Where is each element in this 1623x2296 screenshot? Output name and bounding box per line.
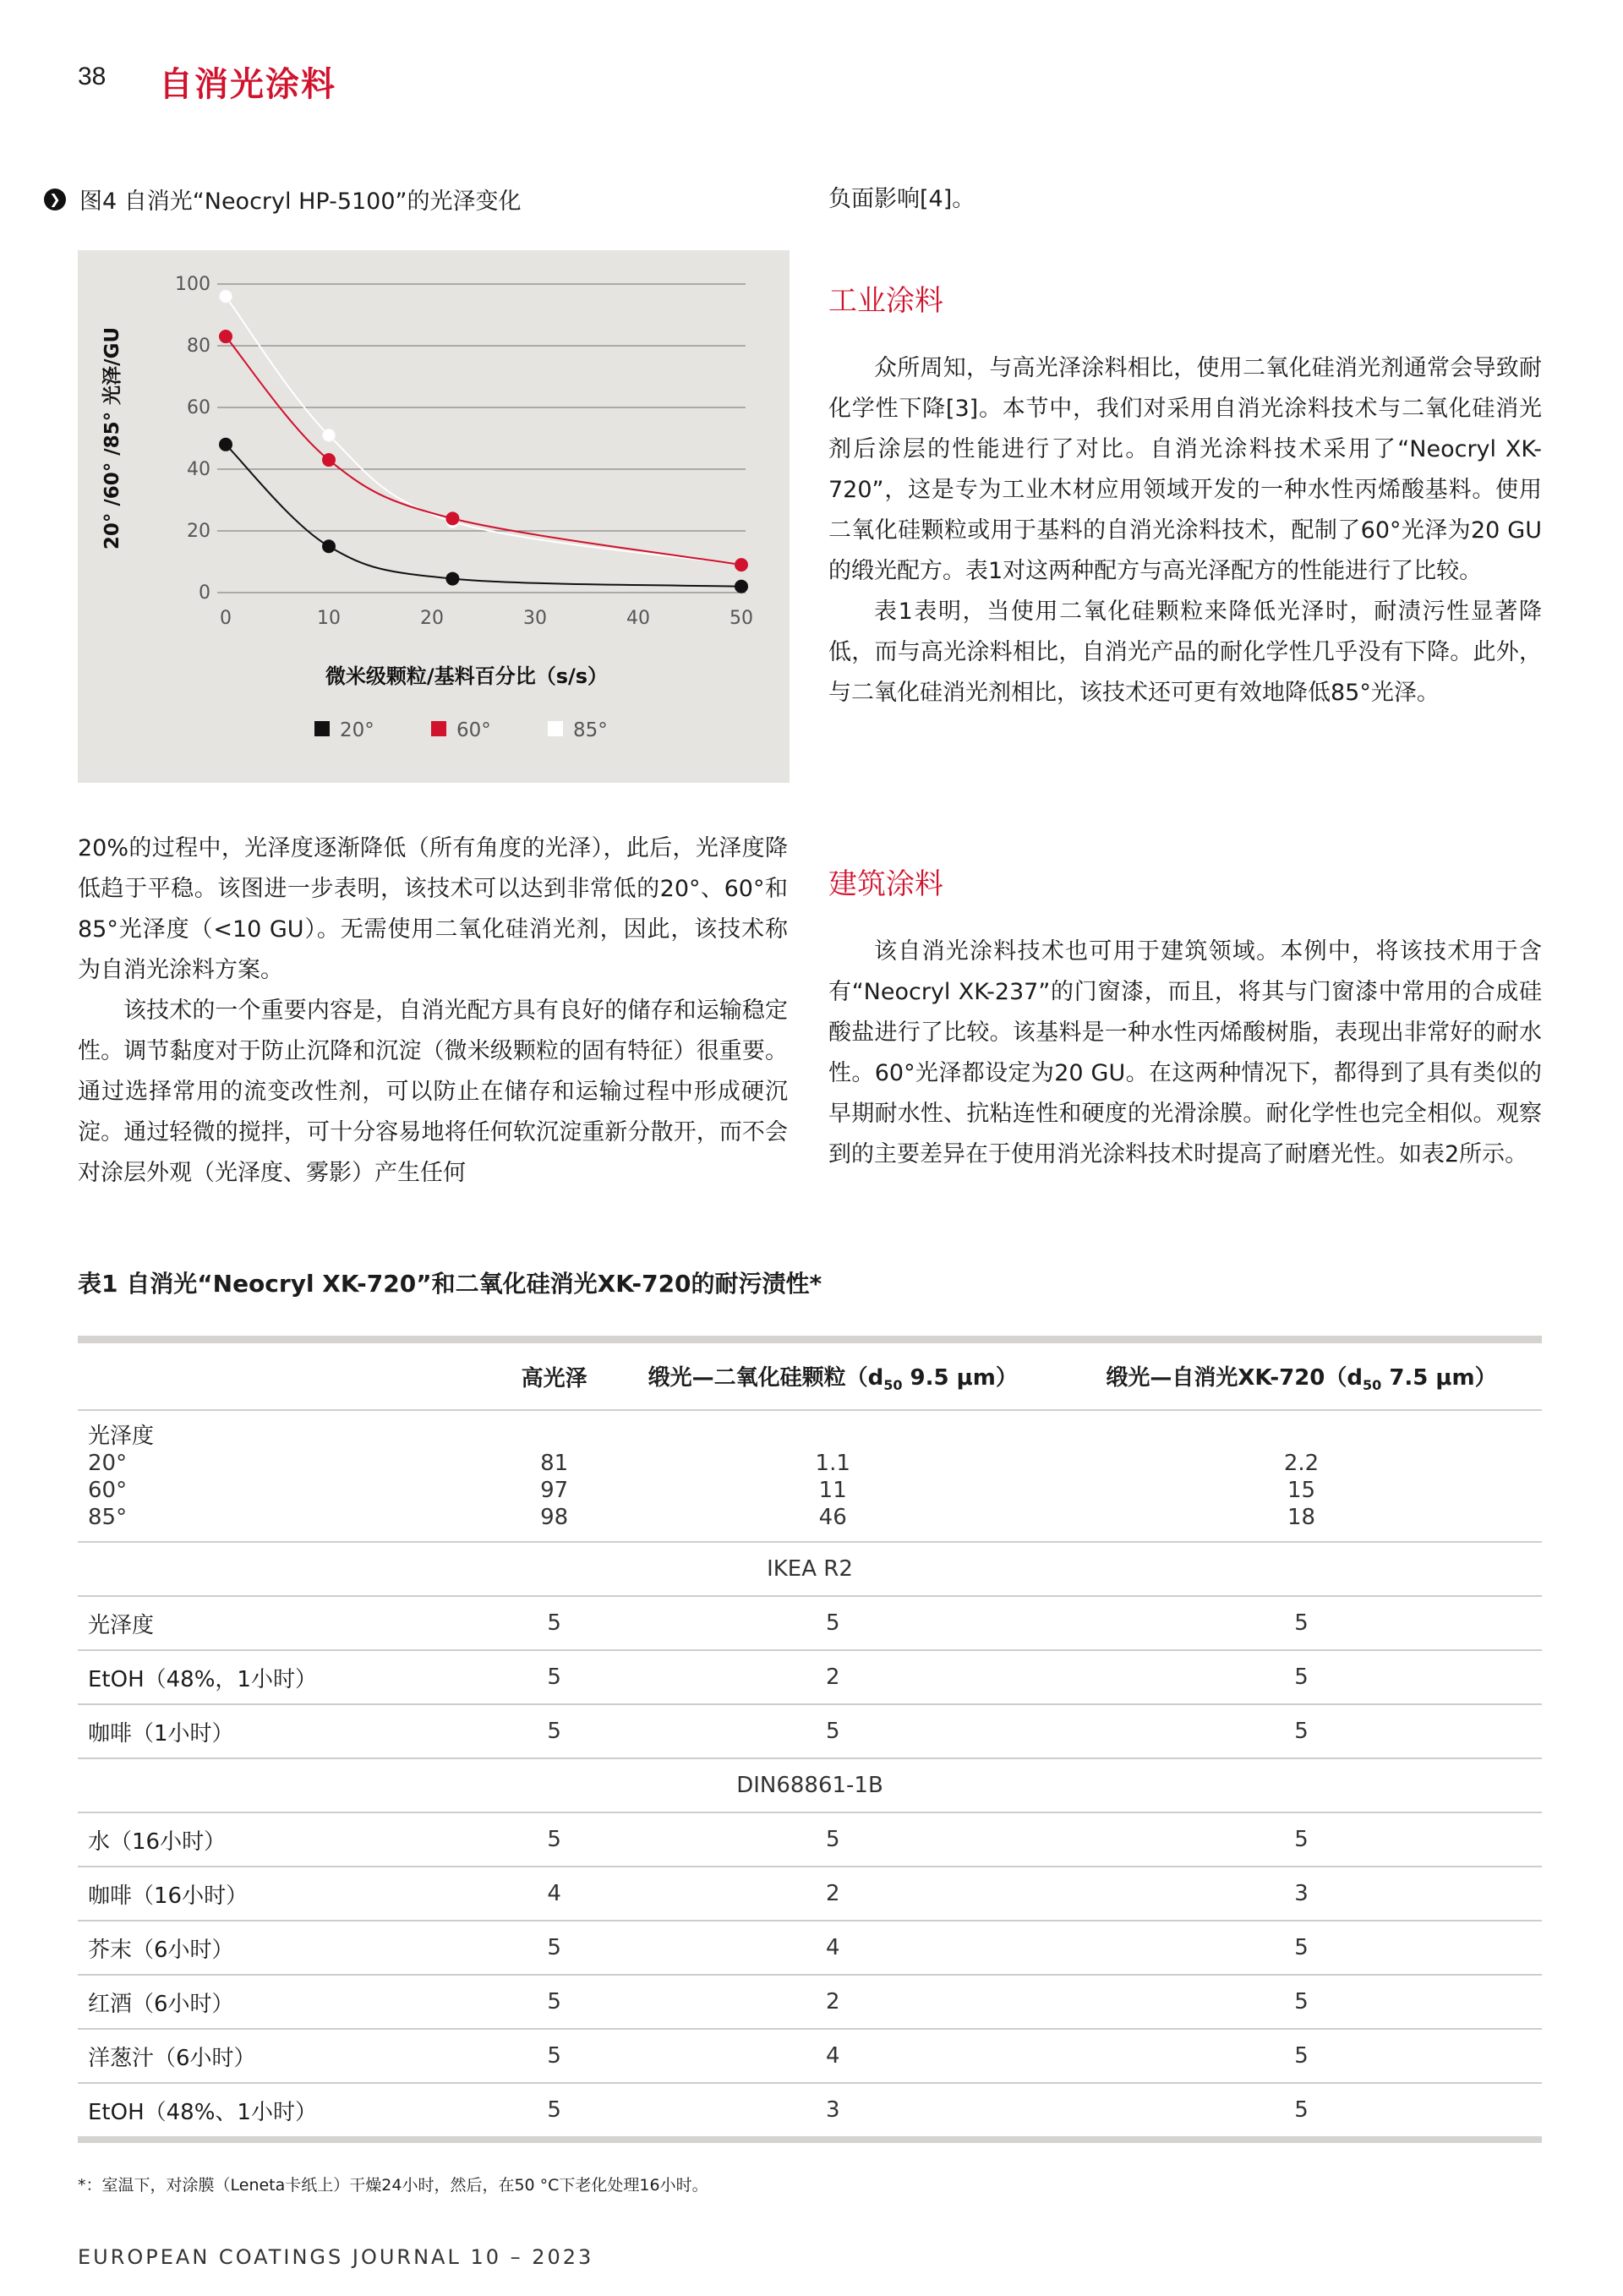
left-body-text xyxy=(78,828,788,1194)
chart-legend-swatch xyxy=(548,721,563,736)
cell-satin-self-matting: 5 xyxy=(1061,1975,1542,2029)
cell-high-gloss: 5 xyxy=(504,1975,604,2029)
group-label-din: DIN68861-1B xyxy=(78,1758,1542,1812)
chart-x-tick-label: 50 xyxy=(730,608,753,629)
cell-satin-self-matting: 5 xyxy=(1061,1596,1542,1650)
figure-caption xyxy=(44,183,522,216)
table-header-row xyxy=(78,1340,1542,1411)
industrial-paragraph-2: 表1表明，当使用二氧化硅颗粒来降低光泽时，耐渍污性显著降低，而与高光涂料相比，自消光产品的耐化学性几乎没有下降。此外，与二氧化硅消光剂相比，该技术还可更有效地降低85°光泽。 xyxy=(828,599,1542,706)
chart-svg xyxy=(78,250,790,783)
cell-satin-silica: 5 xyxy=(604,1596,1061,1650)
cell-high-gloss: 5 xyxy=(504,1650,604,1704)
page-number: 38 xyxy=(78,63,107,90)
cell-high-gloss: 5 xyxy=(504,1704,604,1758)
chart-legend-swatch xyxy=(431,721,446,736)
cell-satin-self-matting: 5 xyxy=(1061,1812,1542,1867)
chart-data-point xyxy=(323,429,336,441)
section-title: 自消光涂料 xyxy=(159,65,336,104)
gloss-high-gloss: 81 97 98 xyxy=(504,1410,604,1542)
header-blank xyxy=(78,1340,504,1411)
table-footnote: *：室温下，对涂膜（Leneta卡纸上）干燥24小时，然后，在50 °C下老化处理16小时。 xyxy=(78,2176,708,2195)
cell-high-gloss: 4 xyxy=(504,1867,604,1921)
table-row xyxy=(78,1596,1542,1650)
chart-data-point xyxy=(446,572,459,585)
cell-satin-silica: 5 xyxy=(604,1704,1061,1758)
left-paragraph-2: 该技术的一个重要内容是，自消光配方具有良好的储存和运输稳定性。调节黏度对于防止沉降和沉淀（微米级颗粒的固有特征）很重要。通过选择常用的流变改性剂，可以防止在储存和运输过程中形成硬沉淀。通过轻微的搅拌，可十分容易地将任何软沉淀重新分散开，而不会对涂层外观（光泽度、雾影）产生任何 xyxy=(78,998,788,1186)
row-label: 红酒（6小时） xyxy=(78,1975,504,2029)
table-row xyxy=(78,1650,1542,1704)
header-high-gloss: 高光泽 xyxy=(504,1340,604,1411)
cell-satin-silica: 4 xyxy=(604,1921,1061,1975)
table-row xyxy=(78,2083,1542,2140)
chart-y-tick-label: 60 xyxy=(187,397,210,418)
chart-x-tick-label: 10 xyxy=(317,608,341,629)
chart-data-point xyxy=(220,438,232,451)
industrial-paragraph-1: 众所周知，与高光泽涂料相比，使用二氧化硅消光剂通常会导致耐化学性下降[3]。本节中，我们对采用自消光涂料技术与二氧化硅消光剂后涂层的性能进行了对比。自消光涂料技术采用了“Neocryl XK-720”，这是专为工业木材应用领域开发的一种水性丙烯酸基料。使用二氧化硅颗粒或用于基料的自消光涂料技术，配制了60°光泽为20 GU的缎光配方。表1对这两种配方与高光泽配方的性能进行了比较。 xyxy=(828,355,1542,584)
chart-data-point xyxy=(220,331,232,343)
chart-legend-label: 85° xyxy=(573,719,608,741)
table-row xyxy=(78,1921,1542,1975)
cell-satin-self-matting: 5 xyxy=(1061,1921,1542,1975)
table-row xyxy=(78,1812,1542,1867)
cell-satin-silica: 2 xyxy=(604,1975,1061,2029)
chart-data-point xyxy=(323,540,336,553)
circle-arrow-icon: ❯ xyxy=(44,189,66,210)
stain-resistance-table xyxy=(78,1336,1542,2143)
group-label-ikea: IKEA R2 xyxy=(78,1542,1542,1596)
cell-satin-silica: 2 xyxy=(604,1650,1061,1704)
chart-x-tick-label: 30 xyxy=(523,608,547,629)
gloss-block-labels: 光泽度 20° 60° 85° xyxy=(78,1410,504,1542)
gloss-chart xyxy=(78,250,790,783)
cell-high-gloss: 5 xyxy=(504,2083,604,2140)
figure-caption-text: 图4 自消光“Neocryl HP-5100”的光泽变化 xyxy=(79,189,522,215)
chart-y-tick-label: 40 xyxy=(187,459,210,480)
chart-y-tick-label: 0 xyxy=(199,582,210,604)
row-label: 水（16小时） xyxy=(78,1812,504,1867)
header-satin-self-matting: 缎光—自消光$XK-720(d_{50}$ 7.5 μm） xyxy=(1061,1340,1542,1411)
gloss-satin-self-matting: 2.2 15 18 xyxy=(1061,1410,1542,1542)
ikea-rows xyxy=(78,1596,1542,1758)
table-row xyxy=(78,1867,1542,1921)
cell-satin-self-matting: 3 xyxy=(1061,1867,1542,1921)
chart-x-tick-label: 20 xyxy=(420,608,444,629)
cell-high-gloss: 5 xyxy=(504,1812,604,1867)
chart-legend-label: 60° xyxy=(456,719,491,741)
cell-satin-self-matting: 5 xyxy=(1061,1650,1542,1704)
chart-y-axis-label: 20° /60° /85° 光泽/GU xyxy=(101,326,123,550)
cell-satin-silica: 2 xyxy=(604,1867,1061,1921)
heading-architectural-coatings: 建筑涂料 xyxy=(828,867,943,901)
chart-y-tick-label: 20 xyxy=(187,521,210,542)
row-label: EtOH（48%、1小时） xyxy=(78,2083,504,2140)
cell-satin-silica: 3 xyxy=(604,2083,1061,2140)
chart-y-tick-label: 100 xyxy=(175,274,210,295)
row-label: 咖啡（16小时） xyxy=(78,1867,504,1921)
gloss-satin-silica: 1.1 11 46 xyxy=(604,1410,1061,1542)
left-paragraph-1: 20%的过程中，光泽度逐渐降低（所有角度的光泽），此后，光泽度降低趋于平稳。该图进一步表明，该技术可以达到非常低的20°、60°和85°光泽度（<10 GU）。无需使用二氧化硅消光剂，因此，该技术称为自消光涂料方案。 xyxy=(78,835,788,983)
cell-high-gloss: 5 xyxy=(504,2029,604,2083)
row-label: 光泽度 xyxy=(78,1596,504,1650)
row-label: 咖啡（1小时） xyxy=(78,1704,504,1758)
table-row xyxy=(78,1704,1542,1758)
chart-data-point xyxy=(323,454,336,467)
heading-industrial-coatings: 工业涂料 xyxy=(828,284,943,318)
industrial-body-text xyxy=(828,348,1542,713)
cell-satin-self-matting: 5 xyxy=(1061,1704,1542,1758)
group-row-ikea xyxy=(78,1542,1542,1596)
header-satin-silica: 缎光—二氧化硅颗粒（$d_{50}$ 9.5 μm） xyxy=(604,1340,1061,1411)
chart-x-tick-label: 40 xyxy=(626,608,650,629)
chart-data-point xyxy=(735,559,748,571)
chart-data-point xyxy=(446,512,459,525)
cell-high-gloss: 5 xyxy=(504,1921,604,1975)
right-top-text: 负面影响[4]。 xyxy=(828,186,975,212)
cell-satin-silica: 5 xyxy=(604,1812,1061,1867)
chart-series-line-0 xyxy=(226,445,741,587)
right-top-fragment xyxy=(828,179,1542,220)
row-label: 芥末（6小时） xyxy=(78,1921,504,1975)
chart-data-point xyxy=(220,290,232,303)
table-row xyxy=(78,1975,1542,2029)
chart-x-tick-label: 0 xyxy=(220,608,232,629)
chart-data-point xyxy=(735,580,748,593)
architectural-paragraph: 该自消光涂料技术也可用于建筑领域。本例中，将该技术用于含有“Neocryl XK-237”的门窗漆，而且，将其与门窗漆中常用的合成硅酸盐进行了比较。该基料是一种水性丙烯酸树脂，表现出非常好的耐水性。60°光泽都设定为20 GU。在这两种情况下，都得到了具有类似的早期耐水性、抗粘连性和硬度的光滑涂膜。耐化学性也完全相似。观察到的主要差异在于使用消光涂料技术时提高了耐磨光性。如表2所示。 xyxy=(828,938,1542,1167)
architectural-body-text xyxy=(828,932,1542,1175)
table-row xyxy=(78,2029,1542,2083)
cell-high-gloss: 5 xyxy=(504,1596,604,1650)
cell-satin-self-matting: 5 xyxy=(1061,2029,1542,2083)
group-row-din xyxy=(78,1758,1542,1812)
din-rows xyxy=(78,1812,1542,2140)
cell-satin-silica: 4 xyxy=(604,2029,1061,2083)
row-label: EtOH（48%，1小时） xyxy=(78,1650,504,1704)
chart-legend-swatch xyxy=(314,721,330,736)
row-label: 洋葱汁（6小时） xyxy=(78,2029,504,2083)
table-title: 表1 自消光“Neocryl XK-720”和二氧化硅消光XK-720的耐污渍性* xyxy=(78,1270,822,1298)
chart-legend-label: 20° xyxy=(340,719,374,741)
chart-x-axis-label: 微米级颗粒/基料百分比（s/s） xyxy=(325,664,609,688)
cell-satin-self-matting: 5 xyxy=(1061,2083,1542,2140)
gloss-block-row xyxy=(78,1410,1542,1542)
chart-y-tick-label: 80 xyxy=(187,336,210,357)
journal-footer: EUROPEAN COATINGS JOURNAL 10 – 2023 xyxy=(78,2245,594,2269)
